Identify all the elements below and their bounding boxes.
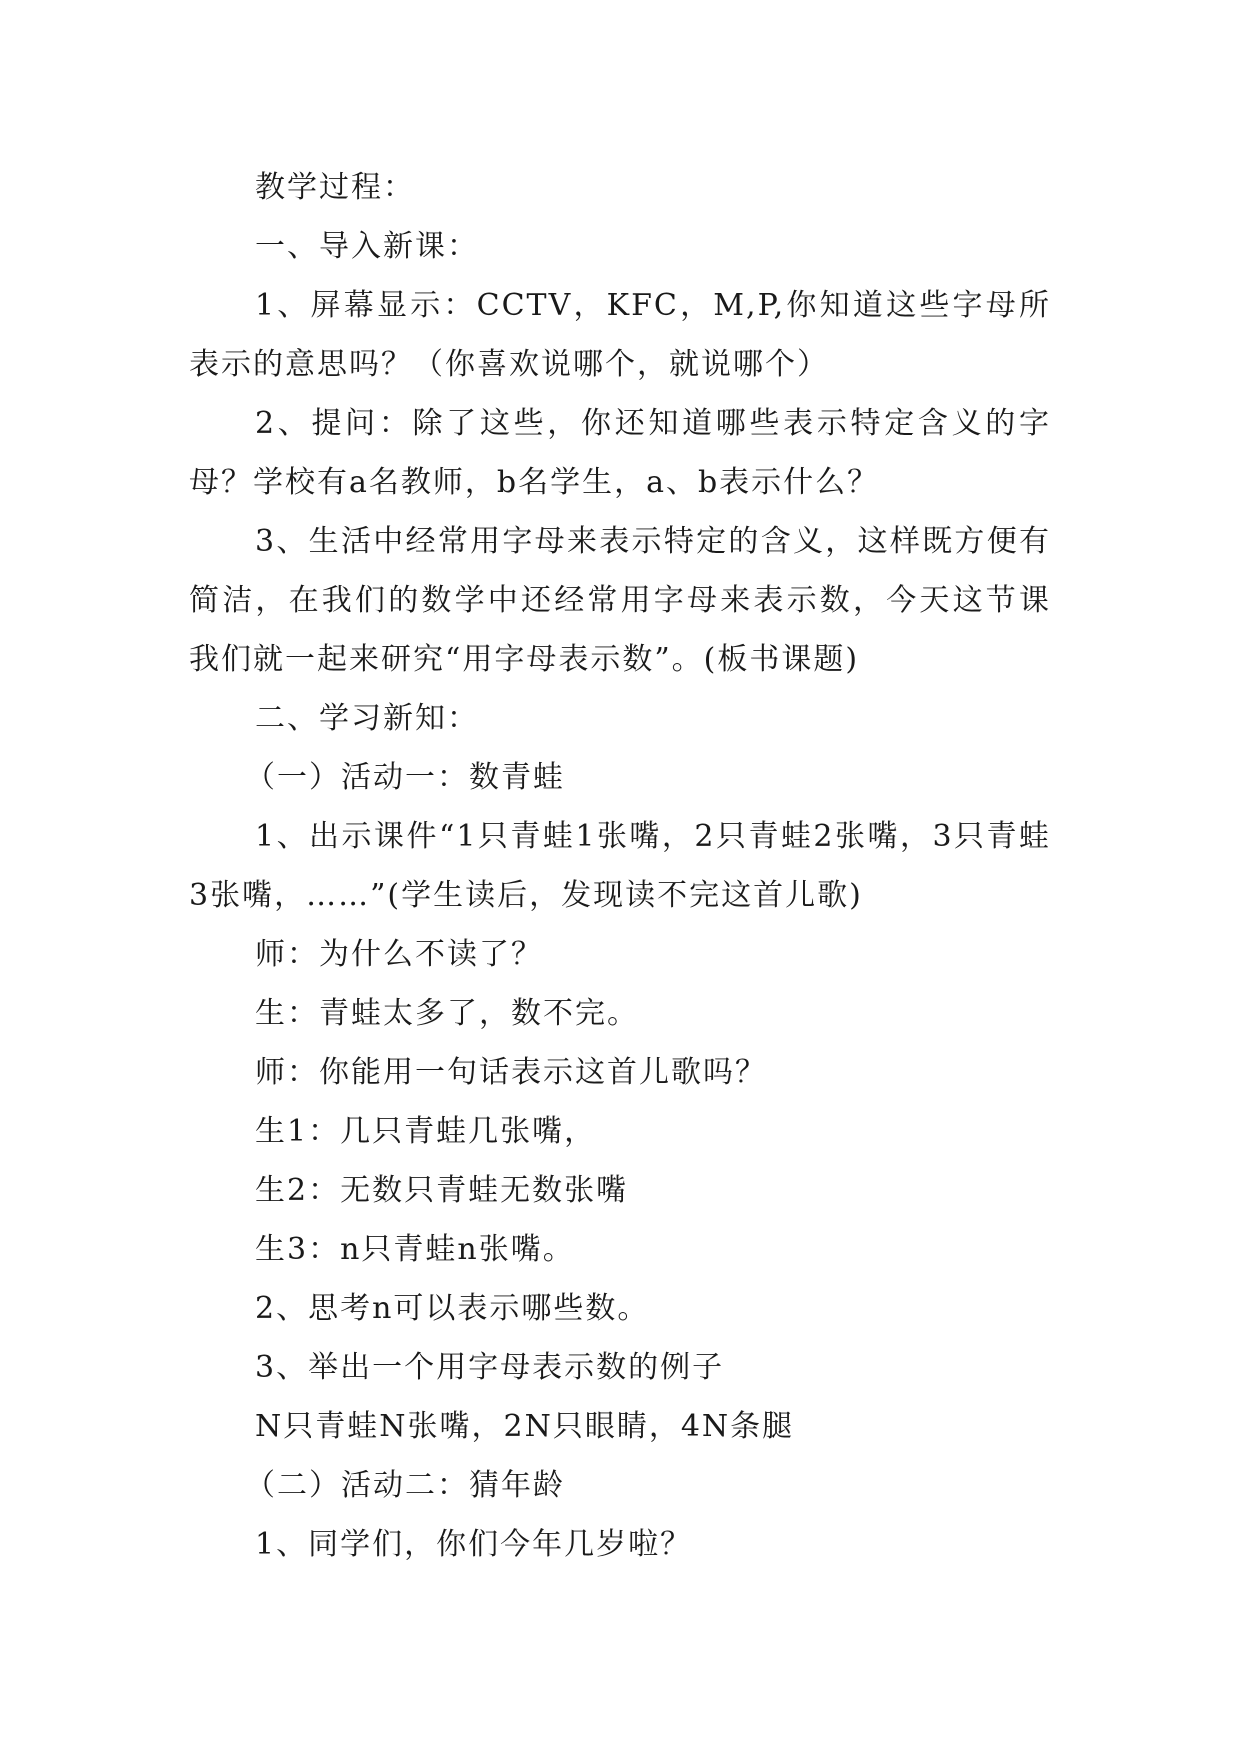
section-heading-intro: 一、导入新课： [255,229,479,264]
paragraph: 2、思考n可以表示哪些数。 [255,1291,650,1326]
dialogue-line: 师：为什么不读了？ [255,937,543,972]
paragraph: 1、出示课件“1只青蛙1张嘴，2只青蛙2张嘴，3只青蛙3张嘴，……”(学生读后，发现读不完这首儿歌) [189,819,1051,913]
dialogue-line: 生2：无数只青蛙无数张嘴 [255,1173,629,1208]
dialogue-line: 生3：n只青蛙n张嘴。 [255,1232,575,1267]
section-heading-new-knowledge: 二、学习新知： [255,701,479,736]
dialogue-line: 师：你能用一句话表示这首儿歌吗？ [255,1055,767,1090]
activity-heading-1: （一）活动一：数青蛙 [245,760,565,795]
dialogue-line: 生1：几只青蛙几张嘴， [255,1114,597,1149]
paragraph: 1、屏幕显示：CCTV，KFC，M,P,你知道这些字母所表示的意思吗？（你喜欢说哪个，就说哪个） [189,288,1051,382]
paragraph: 1、同学们，你们今年几岁啦？ [255,1527,693,1562]
paragraph: 3、生活中经常用字母来表示特定的含义，这样既方便有简洁，在我们的数学中还经常用字母来表示数，今天这节课我们就一起来研究“用字母表示数”。(板书课题) [189,524,1051,677]
document-body [189,158,1051,1574]
dialogue-line: 生：青蛙太多了，数不完。 [255,996,639,1031]
activity-heading-2: （二）活动二：猜年龄 [245,1468,565,1503]
section-heading-teaching-process: 教学过程： [255,170,415,205]
paragraph: N只青蛙N张嘴，2N只眼睛，4N条腿 [255,1409,795,1444]
paragraph: 2、提问：除了这些，你还知道哪些表示特定含义的字母？学校有a名教师，b名学生，a、b表示什么？ [189,406,1051,500]
paragraph: 3、举出一个用字母表示数的例子 [255,1350,725,1385]
